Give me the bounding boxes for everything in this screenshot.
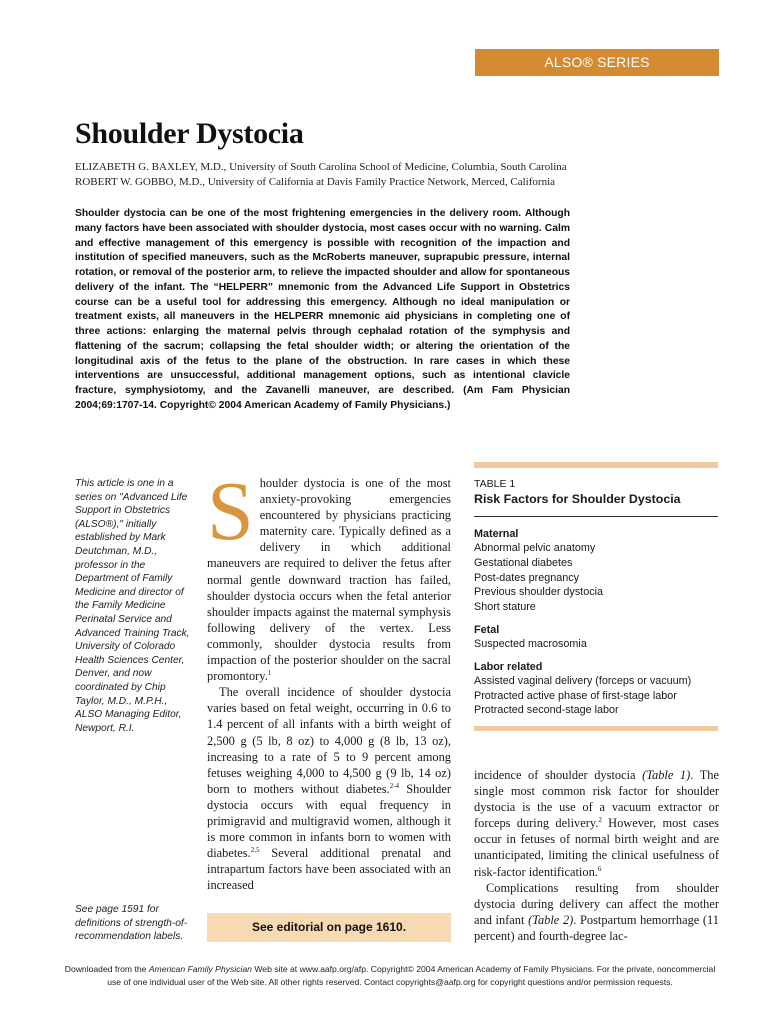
body-paragraph-3 bbox=[474, 767, 719, 880]
table-section-heading: Labor related bbox=[474, 660, 543, 673]
ref-5: 6 bbox=[597, 864, 602, 873]
p2-text-b: Shoulder dystocia occurs with equal frequency in primigravid and multigravid women, although it is more common in infants born to women with diabetes. bbox=[207, 781, 452, 861]
table-item: Assisted vaginal delivery (forceps or vacuum) bbox=[474, 674, 692, 687]
body-paragraph-1 bbox=[207, 465, 451, 684]
p2-text-a: The overall incidence of shoulder dystocia varies based on fetal weight, occurring in 0.6 to 1.4 percent of all infants with a birth weight of 2,500 g (5 lb, 8 oz) to 4,000 g (8 lb, 13 oz), increasing to a rate of 5 to 9 percent among fetuses weighing 4,000 to 4,500 g (9 lb, 14 oz) born to mothers without diabetes. bbox=[207, 685, 451, 796]
p3-text-c: However, most cases occur in fetuses of normal birth weight and are unanticipated, limiting the clinical usefulness of risk-factor identification. bbox=[474, 816, 720, 879]
body-column-left bbox=[207, 465, 452, 893]
drop-cap: S bbox=[207, 465, 254, 558]
table-2-reference: (Table 2) bbox=[528, 912, 574, 927]
ref-1: 1 bbox=[267, 669, 272, 677]
table-1-reference: (Table 1) bbox=[642, 768, 691, 782]
table-title: Risk Factors for Shoulder Dystocia bbox=[474, 491, 718, 517]
p3-text-b: . The single most common risk factor for shoulder dystocia is the use of a vacuum extractor or forceps during delivery. bbox=[474, 768, 719, 831]
table-bottom-rule bbox=[474, 726, 718, 731]
table-item: Gestational diabetes bbox=[474, 556, 573, 569]
ref-3: 2,5 bbox=[250, 846, 260, 855]
table-item: Post-dates pregnancy bbox=[474, 571, 580, 584]
editorial-callout: See editorial on page 1610. bbox=[207, 913, 451, 942]
body-paragraph-2 bbox=[207, 684, 451, 893]
table-section-heading: Maternal bbox=[474, 528, 519, 540]
table-section-heading: Fetal bbox=[474, 623, 500, 636]
abstract: Shoulder dystocia can be one of the most frightening emergencies in the delivery room. Although many factors have been associated with shoulder dystocia, most cases occur with no warning. Calm and effective management of this emergency is possible with recognition of the impaction and institution of specified maneuvers, such as the McRoberts maneuver, suprapubic pressure, internal rotation, or removal of the posterior arm, to relieve the impacted shoulder and allow for spontaneous delivery of the infant. The “HELPERR” mnemonic from the Advanced Life Support in Obstetrics course can be a useful tool for addressing this emergency. Although no ideal manipulation or treatment exists, all maneuvers in the HELPERR mnemonic aid physicians in completing one of three actions: enlarging the maternal pelvis through cephalad rotation of the symphysis and flattening of the sacrum; collapsing the fetal shoulder width; or altering the orientation of the longitudinal axis of the fetus to the plane of the obstruction. In rare cases in which these interventions are unsuccessful, additional management options, such as intentional clavicle fracture, symphysiotomy, and the Zavanelli maneuver, are described. (Am Fam Physician 2004;69:1707-14. Copyright© 2004 American Academy of Family Physicians.) bbox=[75, 208, 570, 411]
table-item: Abnormal pelvic anatomy bbox=[474, 542, 596, 554]
table-item: Protracted active phase of first-stage labor bbox=[474, 689, 677, 702]
table-item: Protracted second-stage labor bbox=[474, 704, 619, 717]
p1-text: houlder dystocia is one of the most anxiety-provoking emergencies encountered by physicians practicing maternity care. Typically defined as a delivery in which additional maneuvers are required to deliver the fetus after normal gentle downward traction has failed, shoulder dystocia occurs when the fetal anterior shoulder impacts against the maternal symphysis following delivery of the vertex. Less commonly, shoulder dystocia results from impaction of the posterior shoulder on the sacral promontory. bbox=[207, 476, 451, 684]
table-1 bbox=[474, 462, 718, 731]
footer-line-2: use of one individual user of the Web site. All other rights reserved. Contact copyrights@aafp.org for copyright questions and/or permission requests. bbox=[107, 977, 673, 987]
footer-text-b: Web site at www.aafp.org/afp. Copyright© 2004 American Academy of Family Physicians. For the private, noncommercial bbox=[251, 964, 716, 974]
article-title: Shoulder Dystocia bbox=[75, 117, 304, 150]
table-item: Short stature bbox=[474, 601, 536, 614]
p4-text-a: Complications resulting from shoulder dystocia during delivery can affect the mother and infant bbox=[474, 880, 719, 927]
p3-text-a: incidence of shoulder dystocia bbox=[474, 768, 643, 782]
author-1: ELIZABETH G. BAXLEY, M.D., University of South Carolina School of Medicine, Columbia, South Carolina bbox=[75, 161, 567, 173]
body-paragraph-4 bbox=[474, 880, 719, 944]
footer-copyright bbox=[60, 963, 720, 989]
table-item: Suspected macrosomia bbox=[474, 637, 587, 650]
series-banner: ALSO® SERIES bbox=[475, 49, 719, 76]
author-2: ROBERT W. GOBBO, M.D., University of California at Davis Family Practice Network, Merced, California bbox=[75, 176, 556, 188]
footer-journal: American Family Physician bbox=[148, 964, 252, 974]
author-list bbox=[75, 160, 715, 190]
ref-2: 2-4 bbox=[389, 781, 400, 790]
p4-text-b: . Postpartum hemorrhage (11 percent) and fourth-degree lac- bbox=[474, 912, 719, 943]
strength-sidenote: See page 1591 for definitions of strength-of-recommendation labels. bbox=[75, 904, 188, 943]
series-sidenote: This article is one in a series on "Advanced Life Support in Obstetrics (ALSO®)," initially established by Mark Deutchman, M.D., professor in the Department of Family Medicine and director of the Family Medicine Perinatal Service and Advanced Training Track, University of Colorado Health Sciences Center, Denver, and now coordinated by Chip Taylor, M.D., M.P.H., ALSO Managing Editor, Newport, R.I. bbox=[75, 478, 190, 734]
body-column-right bbox=[474, 767, 719, 944]
table-item: Previous shoulder dystocia bbox=[474, 586, 604, 599]
table-label: TABLE 1 bbox=[474, 478, 516, 490]
table-top-rule bbox=[474, 462, 718, 468]
footer-text-a: Downloaded from the bbox=[64, 964, 149, 974]
footer-line-1 bbox=[60, 963, 720, 976]
p2-text-c: Several additional prenatal and intrapartum factors have been associated with an increased bbox=[207, 846, 451, 893]
ref-4: 2 bbox=[598, 816, 602, 825]
